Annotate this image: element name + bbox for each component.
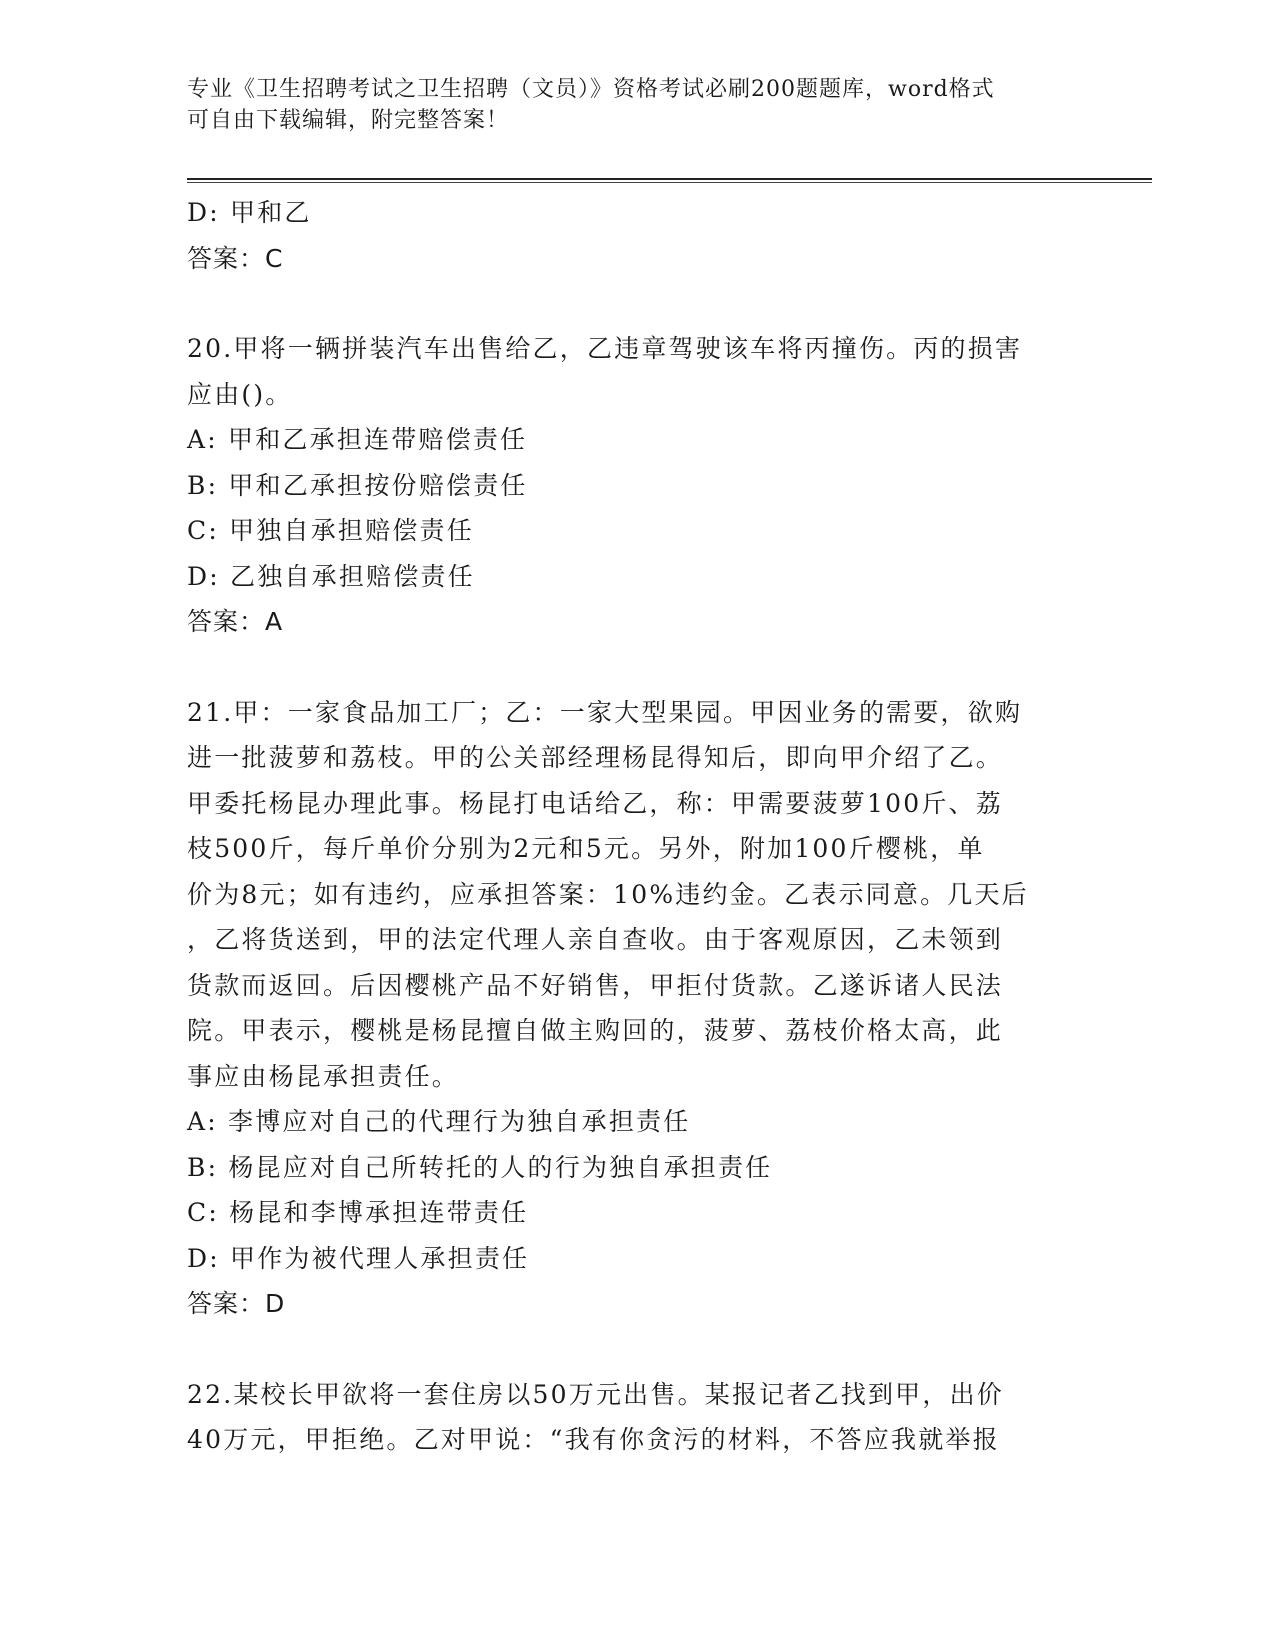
question-text-line: 40万元，甲拒绝。乙对甲说：“我有你贪污的材料，不答应我就举报 — [187, 1425, 1000, 1454]
answer-line: 答案：D — [187, 1289, 286, 1318]
answer-line: 答案：C — [187, 243, 284, 273]
answer-line: 答案：A — [187, 607, 284, 636]
question-text-line: 枝500斤，每斤单价分别为2元和5元。另外，附加100斤樱桃，单 — [187, 834, 985, 863]
header-divider-thick — [187, 178, 1152, 180]
question-20 — [187, 326, 1087, 645]
prev-question — [187, 190, 1087, 281]
spacer — [187, 1327, 1087, 1372]
question-text-line: 22.某校长甲欲将一套住房以50万元出售。某报记者乙找到甲，出价 — [187, 1379, 1004, 1409]
question-text-line: 货款而返回。后因樱桃产品不好销售，甲拒付货款。乙遂诉诸人民法 — [187, 970, 1004, 1000]
question-text-line: 进一批菠萝和荔枝。甲的公关部经理杨昆得知后，即向甲介绍了乙。 — [187, 743, 1004, 772]
option-d: D: 乙独自承担赔偿责任 — [187, 561, 475, 591]
option-c: C: 甲独自承担赔偿责任 — [187, 516, 474, 545]
document-body — [187, 190, 1087, 1463]
question-text-line: 应由()。 — [187, 379, 293, 409]
question-21 — [187, 690, 1087, 1327]
spacer — [187, 645, 1087, 690]
question-text-line: 21.甲：一家食品加工厂；乙：一家大型果园。甲因业务的需要，欲购 — [187, 697, 1023, 727]
question-text-line: 甲委托杨昆办理此事。杨昆打电话给乙，称：甲需要菠萝100斤、荔 — [187, 788, 1003, 818]
question-text-line: ，乙将货送到，甲的法定代理人亲自查收。由于客观原因，乙未领到 — [187, 925, 1004, 954]
option-a: A: 甲和乙承担连带赔偿责任 — [187, 425, 528, 454]
option-c: C: 杨昆和李博承担连带责任 — [187, 1198, 529, 1227]
option-d: D: 甲作为被代理人承担责任 — [187, 1243, 530, 1273]
question-22 — [187, 1372, 1087, 1463]
question-text-line: 院。甲表示，樱桃是杨昆擅自做主购回的，菠萝、荔枝价格太高，此 — [187, 1016, 1004, 1045]
option-a: A: 李博应对自己的代理行为独自承担责任 — [187, 1107, 691, 1136]
header-divider-thin — [187, 182, 1152, 183]
option-b: B: 杨昆应对自己所转托的人的行为独自承担责任 — [187, 1152, 773, 1182]
page-header — [187, 74, 1067, 136]
question-text-line: 价为8元；如有违约，应承担答案：10%违约金。乙表示同意。几天后 — [187, 879, 1029, 909]
option-b: B: 甲和乙承担按份赔偿责任 — [187, 470, 528, 500]
header-line-1: 专业《卫生招聘考试之卫生招聘（文员）》资格考试必刷200题题库，word格式 — [187, 77, 995, 102]
spacer — [187, 281, 1087, 326]
option-d: D: 甲和乙 — [187, 198, 312, 227]
header-line-2: 可自由下载编辑，附完整答案！ — [187, 108, 510, 133]
question-text-line: 事应由杨昆承担责任。 — [187, 1061, 460, 1091]
question-text-line: 20.甲将一辆拼装汽车出售给乙，乙违章驾驶该车将丙撞伤。丙的损害 — [187, 334, 1023, 363]
